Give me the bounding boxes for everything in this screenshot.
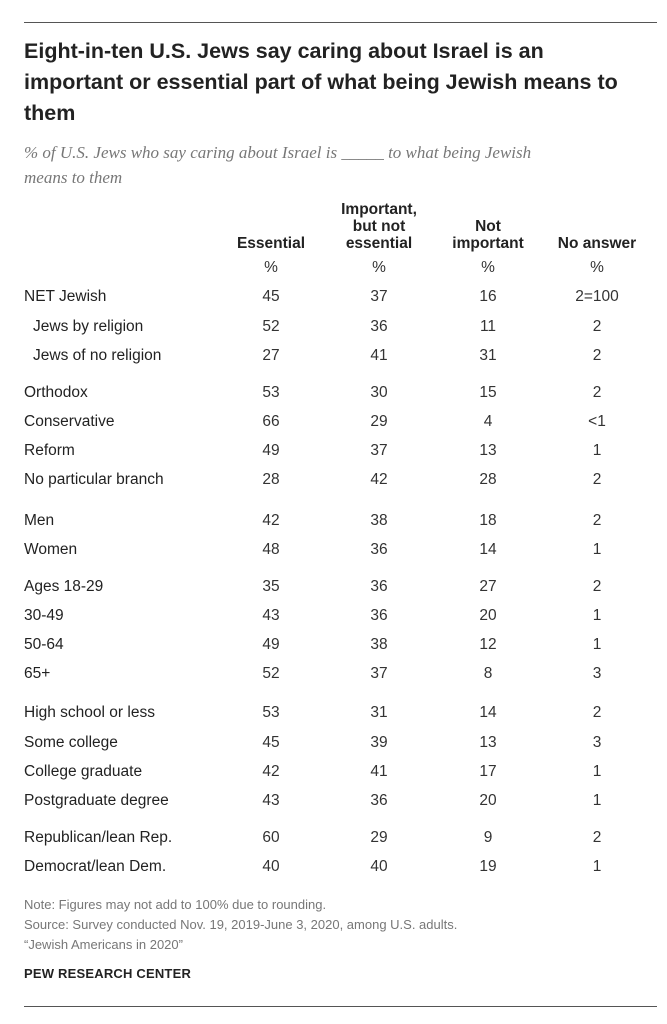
table-cell: 28 xyxy=(262,471,280,488)
table-cell: 66 xyxy=(262,413,280,430)
row-label: No particular branch xyxy=(24,471,164,488)
column-header-line: Not xyxy=(475,218,501,235)
table-cell: 11 xyxy=(479,318,497,335)
table-cell: 41 xyxy=(370,763,388,780)
table-cell: 2 xyxy=(592,384,602,401)
table-cell: 2 xyxy=(592,704,602,721)
notes xyxy=(24,895,457,955)
table-cell: 36 xyxy=(370,578,388,595)
table-cell: 52 xyxy=(262,665,280,682)
row-label: Republican/lean Rep. xyxy=(24,829,173,846)
table-cell: 1 xyxy=(592,442,602,459)
table-cell: 16 xyxy=(479,288,497,305)
table-cell: 14 xyxy=(479,704,497,721)
table-cell: 36 xyxy=(370,318,388,335)
column-header-not-important xyxy=(433,218,543,252)
row-label: Postgraduate degree xyxy=(24,792,169,809)
table-cell: 2 xyxy=(592,512,602,529)
column-header-line: No answer xyxy=(557,235,637,252)
table-cell: 2 xyxy=(592,471,602,488)
table-cell: 2=100 xyxy=(575,288,619,305)
chart-title: Eight-in-ten U.S. Jews say caring about Israel is an important or essential part of what being Jewish means to them xyxy=(24,39,618,125)
row-label: 50-64 xyxy=(24,636,64,653)
row-label: Men xyxy=(24,512,55,529)
row-label: High school or less xyxy=(24,704,155,721)
table-cell: 53 xyxy=(262,704,280,721)
table-cell: 37 xyxy=(370,665,388,682)
table-cell: 18 xyxy=(479,512,497,529)
table-cell: 1 xyxy=(592,763,602,780)
row-label: Orthodox xyxy=(24,384,88,401)
row-label: Conservative xyxy=(24,413,115,430)
table-cell: 43 xyxy=(262,607,280,624)
table-cell: 2 xyxy=(592,578,602,595)
row-label: Jews of no religion xyxy=(33,347,162,364)
table-cell: 29 xyxy=(370,413,388,430)
column-header-no-answer xyxy=(542,235,652,252)
table-cell: 2 xyxy=(592,318,602,335)
table-cell: <1 xyxy=(588,413,606,430)
column-header-line: Important, xyxy=(341,201,417,218)
table-cell: 13 xyxy=(479,442,497,459)
table-cell: 36 xyxy=(370,607,388,624)
table-cell: 40 xyxy=(262,858,280,875)
row-label: Jews by religion xyxy=(33,318,144,335)
table-cell: 2 xyxy=(592,829,602,846)
column-header-essential xyxy=(216,235,326,252)
table-cell: 40 xyxy=(370,858,388,875)
note-source: Source: Survey conducted Nov. 19, 2019-June 3, 2020, among U.S. adults. xyxy=(24,917,458,932)
table-cell: 49 xyxy=(262,636,280,653)
column-header-line: important xyxy=(452,235,524,252)
table-cell: 45 xyxy=(262,288,280,305)
table-cell: 3 xyxy=(592,665,602,682)
table-cell: 35 xyxy=(262,578,280,595)
note-report: “Jewish Americans in 2020” xyxy=(24,937,183,952)
column-header-important-not-essential xyxy=(324,201,434,252)
table-cell: 53 xyxy=(262,384,280,401)
table-cell: 43 xyxy=(262,792,280,809)
table-cell: 31 xyxy=(479,347,497,364)
note-rounding: Note: Figures may not add to 100% due to rounding. xyxy=(24,897,327,912)
table-cell: 1 xyxy=(592,858,602,875)
top-rule xyxy=(24,22,657,23)
table-cell: 1 xyxy=(592,792,602,809)
table-cell: 41 xyxy=(370,347,388,364)
row-label: Women xyxy=(24,541,78,558)
table-cell: 42 xyxy=(262,512,280,529)
table-cell: 45 xyxy=(262,734,280,751)
table-cell: 4 xyxy=(483,413,493,430)
table-cell: 27 xyxy=(262,347,280,364)
table-cell: 36 xyxy=(370,792,388,809)
table-cell: 12 xyxy=(479,636,497,653)
row-label: Some college xyxy=(24,734,118,751)
column-header-line: essential xyxy=(345,235,413,252)
table-cell: 1 xyxy=(592,636,602,653)
table-cell: 19 xyxy=(479,858,497,875)
column-unit: % xyxy=(372,259,386,276)
table-cell: 48 xyxy=(262,541,280,558)
table-cell: 36 xyxy=(370,541,388,558)
row-label: Democrat/lean Dem. xyxy=(24,858,167,875)
chart-subtitle xyxy=(24,140,644,190)
table-cell: 42 xyxy=(370,471,388,488)
table-cell: 17 xyxy=(479,763,497,780)
row-label: Reform xyxy=(24,442,75,459)
table-cell: 31 xyxy=(370,704,388,721)
table-cell: 9 xyxy=(483,829,493,846)
table-cell: 49 xyxy=(262,442,280,459)
table-cell: 14 xyxy=(479,541,497,558)
column-unit: % xyxy=(264,259,278,276)
subtitle-line-2: means to them xyxy=(24,168,123,187)
table-cell: 2 xyxy=(592,347,602,364)
table-cell: 20 xyxy=(479,607,497,624)
table-cell: 28 xyxy=(479,471,497,488)
table-cell: 42 xyxy=(262,763,280,780)
table-cell: 13 xyxy=(479,734,497,751)
column-unit: % xyxy=(481,259,495,276)
column-header-line: but not xyxy=(352,218,406,235)
table-cell: 38 xyxy=(370,636,388,653)
table-cell: 39 xyxy=(370,734,388,751)
table-cell: 29 xyxy=(370,829,388,846)
table-cell: 1 xyxy=(592,541,602,558)
table-cell: 52 xyxy=(262,318,280,335)
table-cell: 15 xyxy=(479,384,497,401)
table-cell: 38 xyxy=(370,512,388,529)
row-label: College graduate xyxy=(24,763,143,780)
row-label: NET Jewish xyxy=(24,288,107,305)
subtitle-line-1: % of U.S. Jews who say caring about Israel is _____ to what being Jewish xyxy=(24,143,532,162)
table-cell: 8 xyxy=(483,665,493,682)
table-cell: 30 xyxy=(370,384,388,401)
table-cell: 3 xyxy=(592,734,602,751)
brand-logo-text: PEW RESEARCH CENTER xyxy=(24,966,192,981)
row-label: Ages 18-29 xyxy=(24,578,104,595)
table-cell: 37 xyxy=(370,442,388,459)
row-label: 65+ xyxy=(24,665,51,682)
table-cell: 60 xyxy=(262,829,280,846)
bottom-rule xyxy=(24,1006,657,1007)
column-unit: % xyxy=(590,259,604,276)
column-header-line: Essential xyxy=(236,235,306,252)
row-label: 30-49 xyxy=(24,607,64,624)
table-cell: 20 xyxy=(479,792,497,809)
table-cell: 1 xyxy=(592,607,602,624)
table-cell: 27 xyxy=(479,578,497,595)
table-cell: 37 xyxy=(370,288,388,305)
